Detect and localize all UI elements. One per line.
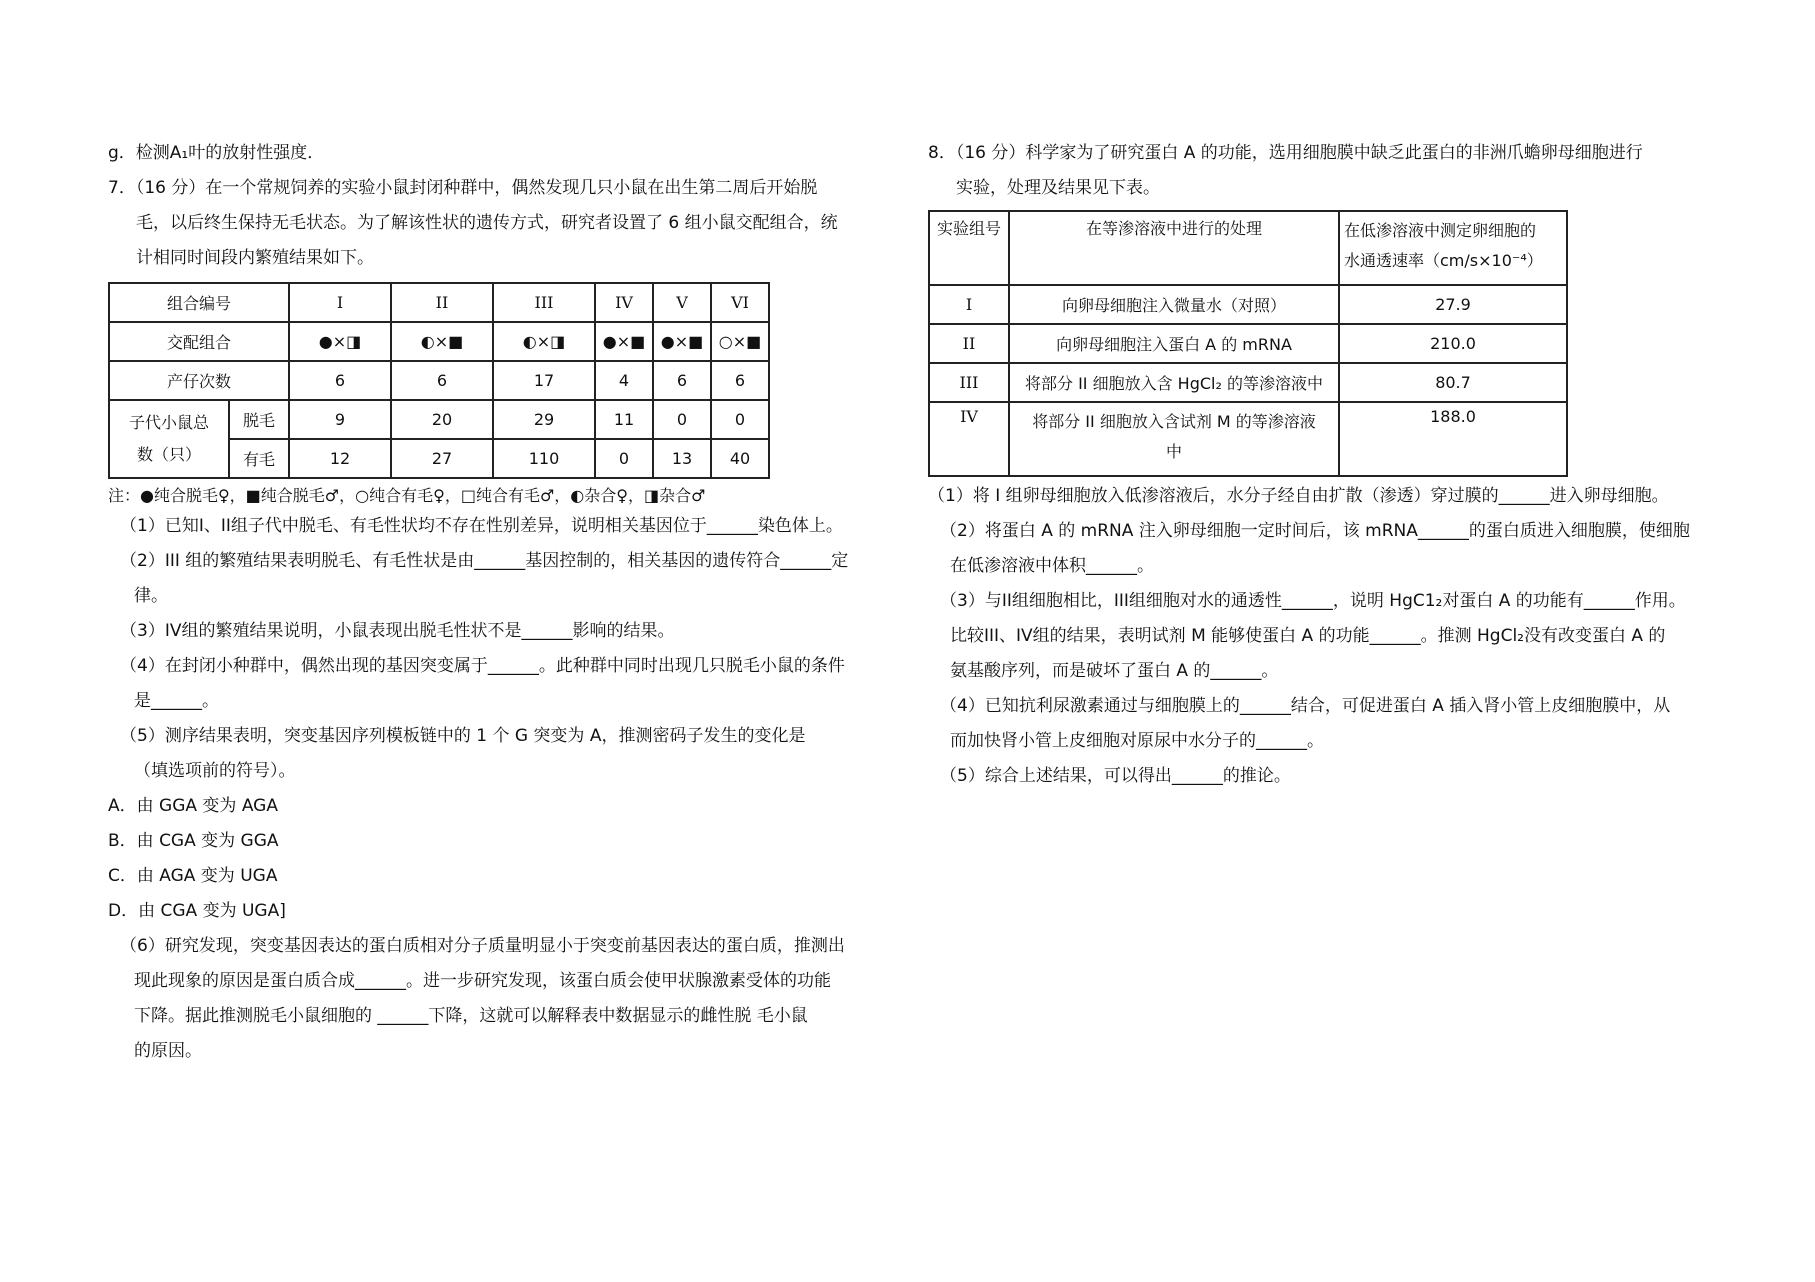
q7-intro-line-1: 7．（16 分）在一个常规饲养的实验小鼠封闭种群中，偶然发现几只小鼠在出生第二周后开始脱 [108, 178, 818, 198]
table-cell: 4 [595, 361, 653, 400]
table-cell: 产仔次数 [109, 361, 289, 400]
table-cell: II [929, 324, 1009, 363]
q8-part-line: （5）综合上述结果，可以得出______的推论。 [940, 766, 1291, 786]
mating-symbol-cell: ●×■ [595, 322, 653, 361]
q7-part-line: （填选项前的符号）。 [134, 761, 296, 781]
q7-part-line: （4）在封闭小种群中，偶然出现的基因突变属于______。此种群中同时出现几只脱毛小鼠的条件 [120, 656, 845, 676]
option-b: B．由 CGA 变为 GGA [108, 831, 279, 851]
table-cell: 11 [595, 400, 653, 439]
q8-intro-line-1: 8．（16 分）科学家为了研究蛋白 A 的功能，选用细胞膜中缺乏此蛋白的非洲爪蟾卵母细胞进行 [928, 143, 1643, 163]
table-header-cell: I [289, 283, 391, 322]
table-row [109, 283, 769, 322]
q7-part-line: （2）III 组的繁殖结果表明脱毛、有毛性状是由______基因控制的，相关基因的遗传符合______定 [120, 551, 849, 571]
mating-symbol-cell: ●×◨ [289, 322, 391, 361]
table-cell: 40 [711, 439, 769, 478]
q8-intro-line-2: 实验，处理及结果见下表。 [956, 178, 1160, 198]
table-header-cell: 实验组号 [929, 211, 1009, 285]
table-row [109, 322, 769, 361]
table-row [109, 400, 769, 439]
water-permeability-table [928, 210, 1568, 477]
table-header-cell: III [493, 283, 595, 322]
q8-part-line: 氨基酸序列，而是破坏了蛋白 A 的______。 [950, 661, 1279, 681]
table-cell: 有毛 [229, 439, 289, 478]
mating-results-table [108, 282, 770, 479]
mating-symbol-cell: ◐×■ [391, 322, 493, 361]
table-note: 注：●纯合脱毛♀，■纯合脱毛♂，○纯合有毛♀，□纯合有毛♂，◐杂合♀，◨杂合♂ [108, 486, 706, 505]
table-row [929, 285, 1567, 324]
q7-part-line: 是______。 [134, 691, 219, 711]
table-header-cell: IV [595, 283, 653, 322]
table-cell: IV [929, 402, 1009, 476]
table-header-cell [1339, 211, 1567, 285]
q7-part-line: （3）IV组的繁殖结果说明，小鼠表现出脱毛性状不是______影响的结果。 [120, 621, 675, 641]
table-cell: 向卵母细胞注入蛋白 A 的 mRNA [1009, 324, 1339, 363]
table-cell: 27.9 [1339, 285, 1567, 324]
table-cell: 6 [653, 361, 711, 400]
table-cell: 0 [711, 400, 769, 439]
q7-part-line: （6）研究发现，突变基因表达的蛋白质相对分子质量明显小于突变前基因表达的蛋白质，推测出 [120, 936, 845, 956]
table-cell: 交配组合 [109, 322, 289, 361]
q7-part-line: 下降。据此推测脱毛小鼠细胞的 ______下降，这就可以解释表中数据显示的雌性脱 毛小鼠 [134, 1006, 808, 1026]
q8-part-line: 而加快肾小管上皮细胞对原尿中水分子的______。 [950, 731, 1324, 751]
table-cell: 将部分 II 细胞放入含 HgCl₂ 的等渗溶液中 [1009, 363, 1339, 402]
offspring-label-line-1: 子代小鼠总 [128, 413, 209, 432]
table-row [929, 363, 1567, 402]
cell-line-2: 中 [1165, 442, 1182, 461]
q8-part-line: （4）已知抗利尿激素通过与细胞膜上的______结合，可促进蛋白 A 插入肾小管上皮细胞膜中，从 [940, 696, 1671, 716]
table-cell: 13 [653, 439, 711, 478]
q8-part-line: 在低渗溶液中体积______。 [950, 556, 1154, 576]
mating-symbol-cell: ◐×◨ [493, 322, 595, 361]
table-cell: 20 [391, 400, 493, 439]
table-cell: 210.0 [1339, 324, 1567, 363]
offspring-label-cell [109, 400, 229, 478]
header-line-1: 在低渗溶液中测定卵细胞的 [1344, 221, 1537, 240]
table-row [109, 361, 769, 400]
q7-part-line: 律。 [134, 586, 168, 606]
table-cell: 9 [289, 400, 391, 439]
table-cell: 27 [391, 439, 493, 478]
table-header-cell: V [653, 283, 711, 322]
q7-part-line: 的原因。 [134, 1041, 202, 1061]
table-cell: 脱毛 [229, 400, 289, 439]
option-d: D．由 CGA 变为 UGA] [108, 901, 286, 921]
table-header-cell: 在等渗溶液中进行的处理 [1009, 211, 1339, 285]
q7-part-line: （5）测序结果表明，突变基因序列模板链中的 1 个 G 突变为 A，推测密码子发生的变化是 [120, 726, 806, 746]
table-cell: 110 [493, 439, 595, 478]
q8-part-line: （1）将 I 组卵母细胞放入低渗溶液后，水分子经自由扩散（渗透）穿过膜的______进入卵母细胞。 [928, 486, 1669, 506]
q8-part-line: （2）将蛋白 A 的 mRNA 注入卵母细胞一定时间后，该 mRNA______的蛋白质进入细胞膜，使细胞 [940, 521, 1690, 541]
table-row [929, 402, 1567, 476]
table-cell: 0 [595, 439, 653, 478]
table-cell: 80.7 [1339, 363, 1567, 402]
q7-part-line: （1）已知I、II组子代中脱毛、有毛性状均不存在性别差异，说明相关基因位于______染色体上。 [120, 516, 843, 536]
q8-part-line: （3）与II组细胞相比，III组细胞对水的通透性______，说明 HgC1₂对蛋白 A 的功能有______作用。 [940, 591, 1686, 611]
table-row [929, 324, 1567, 363]
table-cell: 17 [493, 361, 595, 400]
table-cell: 6 [711, 361, 769, 400]
table-header-cell: VI [711, 283, 769, 322]
table-cell: 0 [653, 400, 711, 439]
table-header-cell: II [391, 283, 493, 322]
table-cell: 6 [289, 361, 391, 400]
table-cell: 向卵母细胞注入微量水（对照） [1009, 285, 1339, 324]
right-column [928, 136, 1718, 794]
table-cell: 6 [391, 361, 493, 400]
table-cell: I [929, 285, 1009, 324]
mating-symbol-cell: ○×■ [711, 322, 769, 361]
header-line-2: 水通透速率（cm/s×10⁻⁴） [1344, 251, 1543, 270]
q7-intro-line-2: 毛，以后终生保持无毛状态。为了解该性状的遗传方式，研究者设置了 6 组小鼠交配组合，统 [136, 213, 838, 233]
cell-line-1: 将部分 II 细胞放入含试剂 M 的等渗溶液 [1032, 412, 1316, 431]
table-header-cell: 组合编号 [109, 283, 289, 322]
table-cell [1009, 402, 1339, 476]
offspring-label-line-2: 数（只） [136, 445, 201, 464]
mating-symbol-cell: ●×■ [653, 322, 711, 361]
table-cell: 29 [493, 400, 595, 439]
option-c: C．由 AGA 变为 UGA [108, 866, 278, 886]
question-g-line: g．检测A₁叶的放射性强度． [108, 143, 325, 163]
q7-intro-line-3: 计相同时间段内繁殖结果如下。 [136, 248, 374, 268]
table-row [929, 211, 1567, 285]
table-cell: 12 [289, 439, 391, 478]
q8-part-line: 比较III、IV组的结果，表明试剂 M 能够使蛋白 A 的功能______。推测 HgCl₂没有改变蛋白 A 的 [950, 626, 1666, 646]
option-a: A．由 GGA 变为 AGA [108, 796, 278, 816]
table-cell: 188.0 [1339, 402, 1567, 476]
table-cell: III [929, 363, 1009, 402]
q7-part-line: 现此现象的原因是蛋白质合成______。进一步研究发现，该蛋白质会使甲状腺激素受体的功能 [134, 971, 831, 991]
left-column [108, 136, 898, 1069]
